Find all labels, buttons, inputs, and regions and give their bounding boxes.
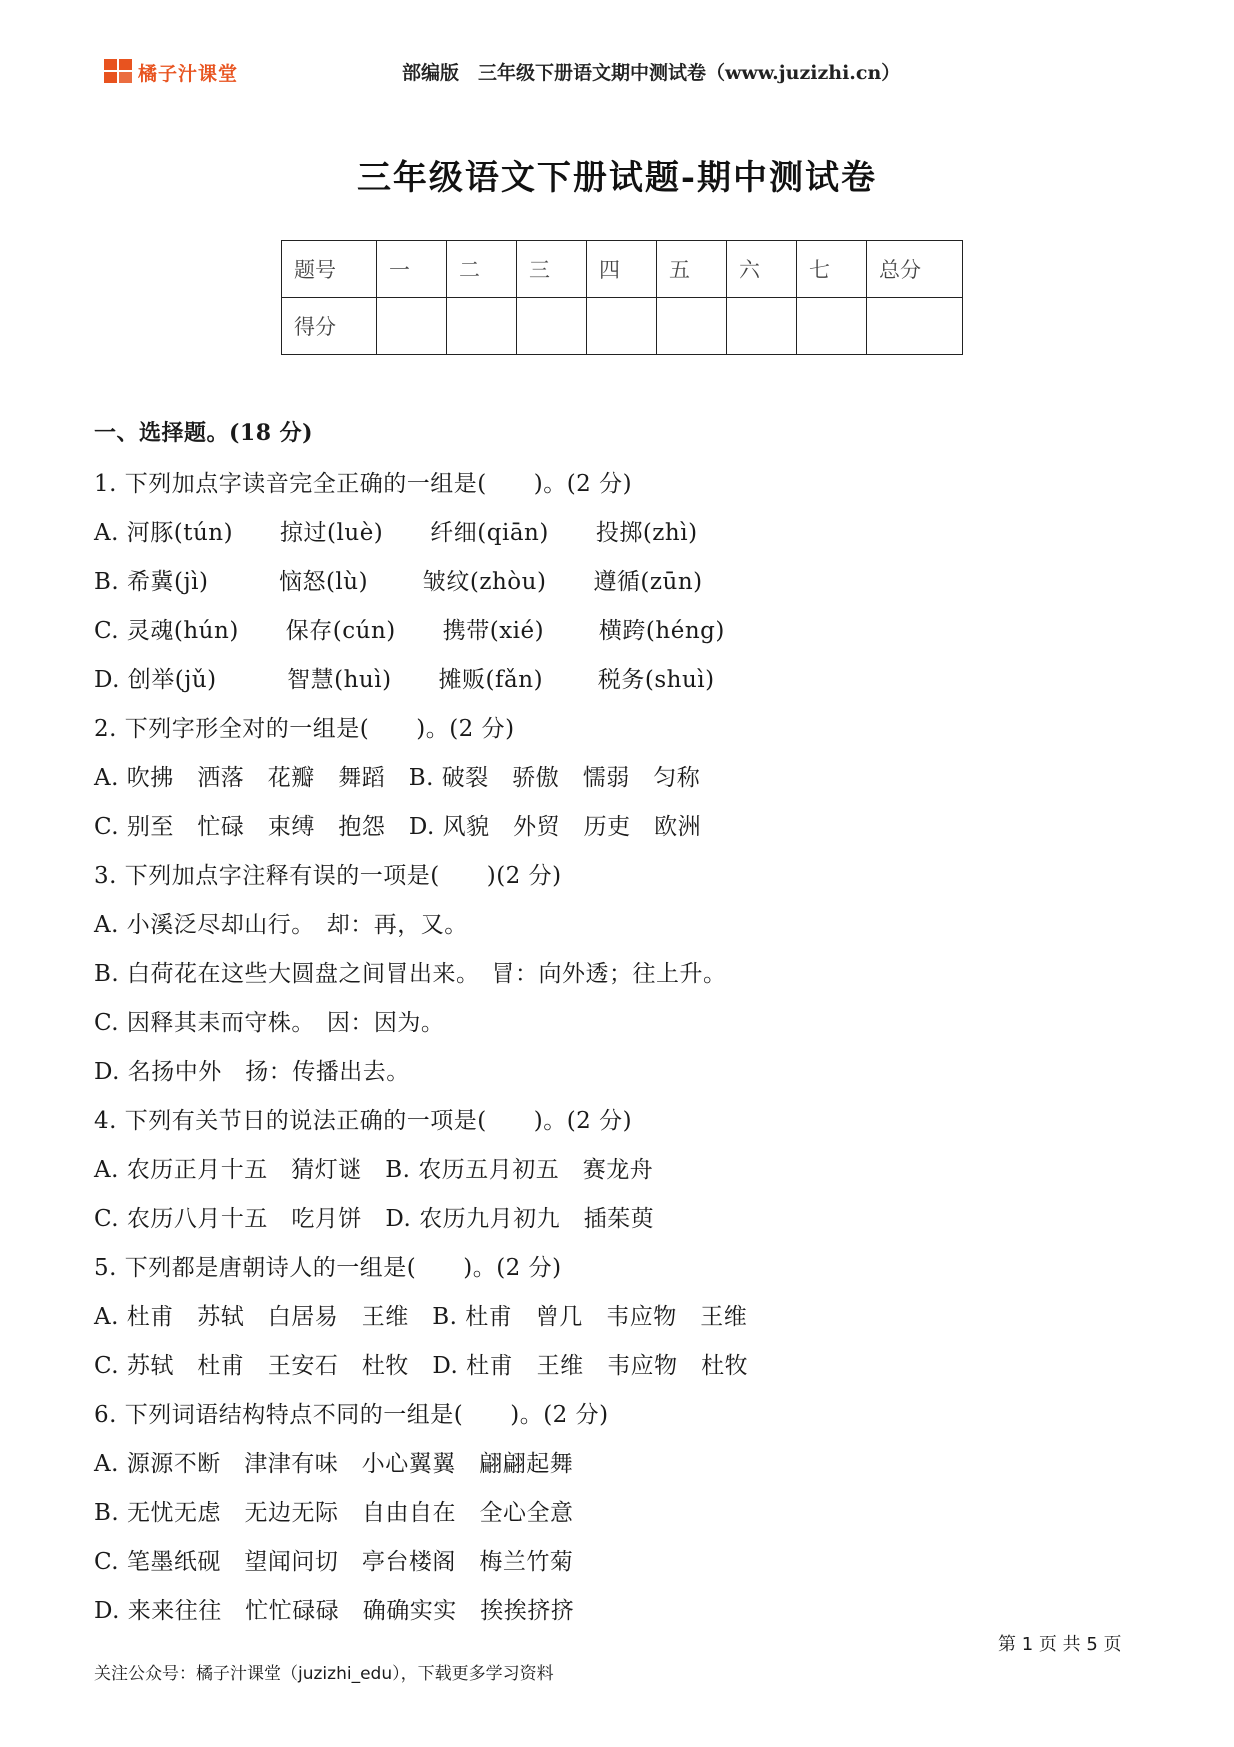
- score-cell: [797, 298, 867, 355]
- option-line: A. 农历正月十五 猜灯谜 B. 农历五月初五 赛龙舟: [94, 1157, 654, 1183]
- score-cell: [587, 298, 657, 355]
- brand-logo: [104, 56, 238, 88]
- option-line: C. 因释其耒而守株。 因：因为。: [94, 1010, 445, 1036]
- option-line: B. 无忧无虑 无边无际 自由自在 全心全意: [94, 1500, 574, 1526]
- option-line: C. 灵魂(hún) 保存(cún) 携带(xié) 横跨(héng): [94, 618, 725, 644]
- question-2: 2. 下列字形全对的一组是( )。(2 分): [94, 716, 515, 742]
- score-cell: [377, 298, 447, 355]
- score-header-cell: 二: [447, 241, 517, 298]
- question-4: 4. 下列有关节日的说法正确的一项是( )。(2 分): [94, 1108, 633, 1134]
- question-3: 3. 下列加点字注释有误的一项是( )(2 分): [94, 863, 562, 889]
- option-line: A. 源源不断 津津有味 小心翼翼 翩翩起舞: [94, 1451, 574, 1477]
- score-header-cell: 七: [797, 241, 867, 298]
- option-line: D. 名扬中外 扬：传播出去。: [94, 1059, 410, 1085]
- page-title: 三年级语文下册试题-期中测试卷: [356, 158, 878, 198]
- score-cell: [657, 298, 727, 355]
- score-header-cell: 六: [727, 241, 797, 298]
- option-line: B. 希冀(jì) 恼怒(lù) 皱纹(zhòu) 遵循(zūn): [94, 569, 703, 595]
- option-line: D. 来来往往 忙忙碌碌 确确实实 挨挨挤挤: [94, 1598, 575, 1624]
- option-line: A. 小溪泛尽却山行。 却：再，又。: [94, 912, 468, 938]
- score-cell: [867, 298, 963, 355]
- score-cell: [727, 298, 797, 355]
- score-table: [281, 240, 963, 355]
- option-line: C. 笔墨纸砚 望闻问切 亭台楼阁 梅兰竹菊: [94, 1549, 574, 1575]
- page-number: 第 1 页 共 5 页: [998, 1634, 1122, 1655]
- option-line: C. 农历八月十五 吃月饼 D. 农历九月初九 插茱萸: [94, 1206, 655, 1232]
- score-header-cell: 一: [377, 241, 447, 298]
- option-line: C. 苏轼 杜甫 王安石 杜牧 D. 杜甫 王维 韦应物 杜牧: [94, 1353, 749, 1379]
- score-row-label: 得分: [282, 298, 377, 355]
- score-cell: [517, 298, 587, 355]
- option-line: D. 创举(jǔ) 智慧(huì) 摊贩(fǎn) 税务(shuì): [94, 667, 715, 693]
- logo-icon: [104, 57, 134, 87]
- option-line: A. 河豚(tún) 掠过(luè) 纤细(qiān) 投掷(zhì): [94, 520, 698, 546]
- question-5: 5. 下列都是唐朝诗人的一组是( )。(2 分): [94, 1255, 562, 1281]
- header-title: 部编版 三年级下册语文期中测试卷（www.juzizhi.cn）: [402, 62, 901, 84]
- score-table-score-row: [282, 298, 963, 355]
- section-heading: 一、选择题。(18 分): [94, 420, 314, 446]
- footer-note: 关注公众号：橘子汁课堂（juzizhi_edu），下载更多学习资料: [94, 1664, 554, 1684]
- score-header-cell: 三: [517, 241, 587, 298]
- score-header-total: 总分: [867, 241, 963, 298]
- score-table-header-row: [282, 241, 963, 298]
- question-6: 6. 下列词语结构特点不同的一组是( )。(2 分): [94, 1402, 609, 1428]
- score-header-cell: 四: [587, 241, 657, 298]
- option-line: B. 白荷花在这些大圆盘之间冒出来。 冒：向外透；往上升。: [94, 961, 727, 987]
- score-cell: [447, 298, 517, 355]
- question-1: 1. 下列加点字读音完全正确的一组是( )。(2 分): [94, 471, 633, 497]
- option-line: C. 别至 忙碌 束缚 抱怨 D. 风貌 外贸 历吏 欧洲: [94, 814, 702, 840]
- option-line: A. 杜甫 苏轼 白居易 王维 B. 杜甫 曾几 韦应物 王维: [94, 1304, 748, 1330]
- option-line: A. 吹拂 洒落 花瓣 舞蹈 B. 破裂 骄傲 懦弱 匀称: [94, 765, 701, 791]
- score-header-label: 题号: [282, 241, 377, 298]
- logo-text: 橘子汁课堂: [138, 62, 239, 85]
- score-header-cell: 五: [657, 241, 727, 298]
